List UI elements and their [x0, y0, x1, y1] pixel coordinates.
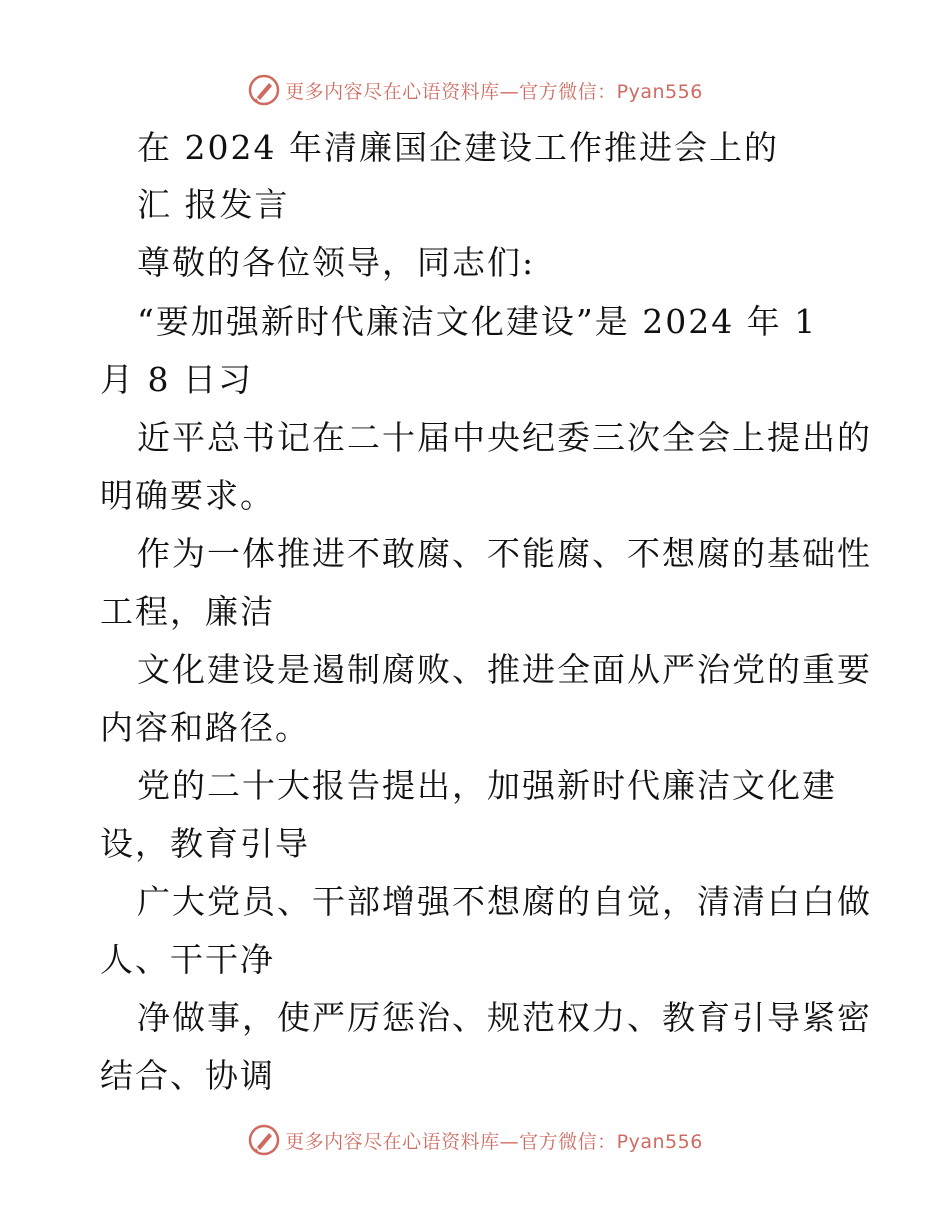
- doc-line: 内容和路径。: [100, 708, 310, 747]
- doc-line: 结合、协调: [100, 1056, 275, 1095]
- watermark-header: [0, 72, 950, 108]
- doc-line: 党的二十大报告提出，加强新时代廉洁文化建: [137, 766, 837, 805]
- doc-line: 作为一体推进不敢腐、不能腐、不想腐的基础性: [137, 534, 872, 573]
- doc-line: 尊敬的各位领导，同志们:: [137, 243, 536, 282]
- doc-line: 月 8 日习: [100, 360, 253, 399]
- doc-line: 广大党员、干部增强不想腐的自觉，清清白白做: [137, 882, 872, 921]
- doc-line: 人、干干净: [100, 940, 275, 979]
- doc-line: 在 2024 年清廉国企建设工作推进会上的: [137, 128, 779, 167]
- doc-line: 明确要求。: [100, 476, 275, 515]
- doc-line: 文化建设是遏制腐败、推进全面从严治党的重要: [137, 650, 872, 689]
- doc-line: 工程，廉洁: [100, 592, 275, 631]
- doc-line: 净做事，使严厉惩治、规范权力、教育引导紧密: [137, 998, 872, 1037]
- watermark-text: 更多内容尽在心语资料库—官方微信：Pyan556: [285, 80, 703, 103]
- pen-seal-icon: [247, 73, 281, 107]
- doc-line: 汇 报发言: [137, 185, 290, 224]
- watermark-footer: [0, 1122, 950, 1158]
- doc-line: “要加强新时代廉洁文化建设”是 2024 年 1: [137, 302, 818, 341]
- watermark-text: 更多内容尽在心语资料库—官方微信：Pyan556: [285, 1130, 703, 1153]
- pen-seal-icon: [247, 1123, 281, 1157]
- doc-line: 设，教育引导: [100, 824, 310, 863]
- doc-line: 近平总书记在二十届中央纪委三次全会上提出的: [137, 418, 872, 457]
